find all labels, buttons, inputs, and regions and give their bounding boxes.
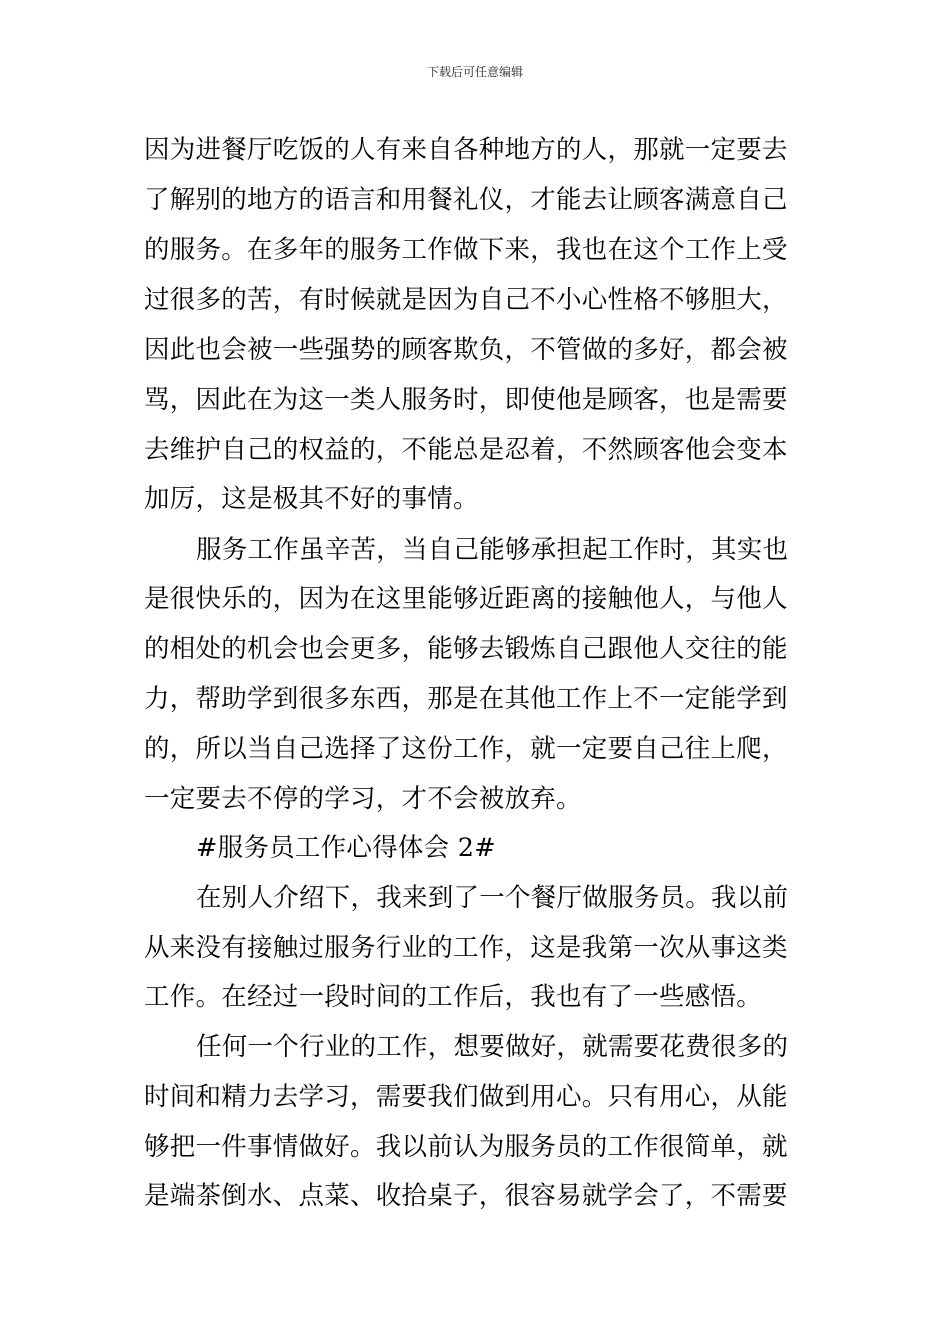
text-line: 是端茶倒水、点菜、收拾桌子，很容易就学会了，不需要 — [144, 1181, 788, 1211]
text-line: 时间和精力去学习，需要我们做到用心。只有用心，从能 — [144, 1082, 788, 1112]
text-line: 服务工作虽辛苦，当自己能够承担起工作时，其实也 — [196, 535, 789, 565]
text-line: 因此也会被一些强势的顾客欺负，不管做的多好，都会被 — [144, 335, 788, 365]
text-line: 够把一件事情做好。我以前认为服务员的工作很简单，就 — [144, 1132, 788, 1162]
page-header-note: 下载后可任意编辑 — [426, 65, 523, 79]
text-line: 去维护自己的权益的，不能总是忍着，不然顾客他会变本 — [144, 435, 788, 465]
text-line: 从来没有接触过服务行业的工作，这是我第一次从事这类 — [144, 933, 788, 963]
text-line: 因为进餐厅吃饭的人有来自各种地方的人，那就一定要去 — [144, 135, 788, 165]
text-line: 任何一个行业的工作，想要做好，就需要花费很多的 — [196, 1032, 789, 1062]
text-line: 了解别的地方的语言和用餐礼仪，才能去让顾客满意自己 — [144, 185, 788, 215]
text-line: 是很快乐的，因为在这里能够近距离的接触他人，与他人 — [144, 584, 788, 614]
text-line: 过很多的苦，有时候就是因为自己不小心性格不够胆大， — [144, 285, 788, 315]
text-line: 工作。在经过一段时间的工作后，我也有了一些感悟。 — [144, 982, 763, 1012]
text-line: 在别人介绍下，我来到了一个餐厅做服务员。我以前 — [196, 883, 789, 913]
text-line: 的，所以当自己选择了这份工作，就一定要自己往上爬， — [144, 734, 788, 764]
text-line: 的服务。在多年的服务工作做下来，我也在这个工作上受 — [144, 235, 788, 265]
text-line: 一定要去不停的学习，才不会被放弃。 — [144, 784, 582, 814]
text-line: 的相处的机会也会更多，能够去锻炼自己跟他人交往的能 — [144, 634, 788, 664]
text-line: 骂，因此在为这一类人服务时，即使他是顾客，也是需要 — [144, 385, 788, 415]
text-line: 力，帮助学到很多东西，那是在其他工作上不一定能学到 — [144, 684, 788, 714]
section-heading: #服务员工作心得体会 2# — [196, 833, 496, 863]
text-line: 加厉，这是极其不好的事情。 — [144, 484, 479, 514]
